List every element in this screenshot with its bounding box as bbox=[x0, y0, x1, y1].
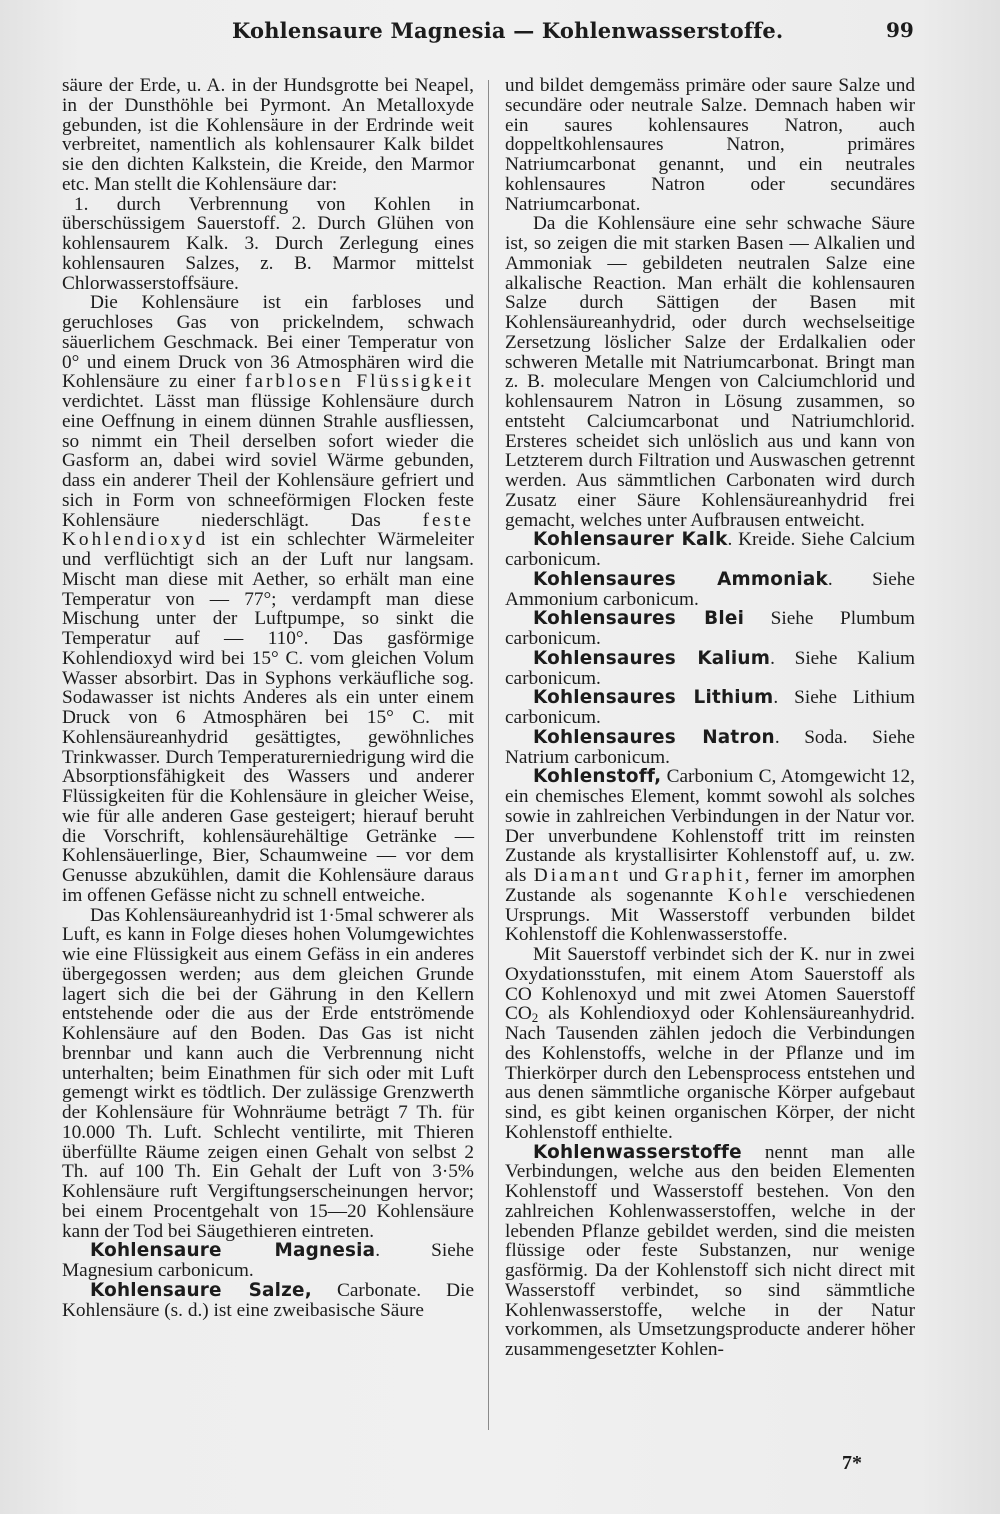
paragraph-oxides: Mit Sauerstoff verbindet sich der K. nur in zwei Oxydationsstufen, mit einem Atom Sauerstoff als CO Kohlenoxyd und mit zwei Atomen Sauerstoff $CO_2$ als Kohlendioxyd oder Kohlensäureanhydrid. Nach Tausenden zählen jedoch die Verbindungen des Kohlenstoffs, welche in der Pflanze und im Thierkörper durch den Lebensprocess entstehen und aus denen sämmtliche organische Körper aufgebaut sind, es gibt keinen organischen Körper, der nicht Kohlenstoff enthielte. bbox=[505, 944, 915, 1143]
spaced-emphasis: Graphit bbox=[664, 865, 745, 886]
entry-term: Kohlensaurer Kalk bbox=[533, 529, 728, 551]
entry-kohlensaures-kalium: Kohlensaures Kalium. Siehe Kalium carbonicum. bbox=[505, 647, 915, 689]
page-number: 99 bbox=[886, 18, 914, 42]
entry-term: Kohlensaures Natron bbox=[533, 726, 775, 748]
entry-term: Kohlensaures Kalium bbox=[533, 647, 771, 669]
left-column bbox=[62, 76, 474, 1320]
entry-kohlenwasserstoffe: Kohlenwasserstoffe nennt man alle Verbindungen, welche aus den beiden Elementen Kohlenstoff und Wasserstoff bestehen. Von den zahlreichen Kohlenwasserstoffen, welche in der lebenden Pflanze gebildet werden, sind die meisten flüssige oder feste Substanzen, nur wenige gasförmig. Da der Kohlenstoff sich nicht direct mit Wasserstoff verbindet, so sind sämmtliche Kohlenwasserstoffe, welche in der Natur vorkommen, als Umsetzungsproducte anderer höher zusammengesetzter Kohlen- bbox=[505, 1141, 915, 1360]
entry-kohlensaure-magnesia: Kohlensaure Magnesia. Siehe Magnesium carbonicum. bbox=[62, 1240, 474, 1281]
entry-kohlensaures-blei: Kohlensaures Blei Siehe Plumbum carbonicum. bbox=[505, 608, 915, 649]
paragraph: säure der Erde, u. A. in der Hundsgrotte bei Neapel, in der Dunsthöhle bei Pyrmont. An Metalloxyde gebunden, ist die Kohlensäure in der Erdrinde weit verbreitet, namentlich als kohlensaurer Kalk bildet sie den dichten Kalkstein, die Kreide, den Marmor etc. Man stellt die Kohlensäure dar: bbox=[62, 75, 474, 195]
paragraph: und bildet demgemäss primäre oder saure Salze und secundäre oder neutrale Salze. Demnach haben wir ein saures kohlensaures Natron, auch doppeltkohlensaures Natron, primäres Natriumcarbonat genannt, und ein neutrales kohlensaures Natron oder secundäres Natriumcarbonat. bbox=[505, 75, 915, 215]
entry-term: Kohlensaures Blei bbox=[533, 608, 745, 630]
entry-term: Kohlensaure Salze, bbox=[90, 1279, 312, 1301]
spaced-emphasis: feste Kohlendioxyd bbox=[62, 509, 474, 551]
entry-kohlensaure-salze: Kohlensaure Salze, Carbonate. Die Kohlensäure (s. d.) ist eine zweibasische Säure bbox=[62, 1279, 474, 1321]
entry-kohlensaures-lithium: Kohlensaures Lithium. Siehe Lithium carbonicum. bbox=[505, 687, 915, 728]
entry-kohlenstoff: Kohlenstoff, Carbonium C, Atomgewicht 12, ein chemisches Element, kommt sowohl als solches sowie in zahlreichen Verbindungen in der Natur vor. Der unverbundene Kohlenstoff tritt im reinsten Zustande als krystallisirter Kohlenstoff auf, u. zw. als Diamant und Graphit, ferner im amorphen Zustande als sogenannte Kohle verschiedenen Ursprungs. Mit Wasserstoff verbunden bildet Kohlenstoff die Kohlenwasserstoffe. bbox=[505, 766, 915, 946]
entry-kohlensaures-ammoniak: Kohlensaures Ammoniak. Siehe Ammonium carbonicum. bbox=[505, 568, 915, 610]
entry-term: Kohlenwasserstoffe bbox=[533, 1141, 742, 1163]
paragraph-density: Das Kohlensäureanhydrid ist 1·5mal schwerer als Luft, es kann in Folge dieses hohen Volumgewichtes wie eine Flüssigkeit aus einem Gefäss in ein anderes übergegossen werden; aus dem gleichen Grunde lagert sich die bei der Gährung in den Kellern entstehende oder die aus der Erde entströmende Kohlensäure auf den Boden. Das Gas ist nicht brennbar und kann auch die Verbrennung nicht unterhalten; beim Einathmen für sich oder mit Luft gemengt wirkt es tödtlich. Der zulässige Grenzwerth der Kohlensäure für Wohnräume beträgt 7 Th. für 10.000 Th. Luft. Schlecht ventilirte, mit Thieren überfüllte Räume zeigen einen Gehalt von selbst 2 Th. auf 100 Th. Ein Gehalt der Luft von 3·5% Kohlensäure ruft Vergiftungserscheinungen hervor; bei einem Procentgehalt von 15—20 Kohlensäure kann der Tod bei Säugethieren eintreten. bbox=[62, 904, 474, 1242]
entry-kohlensaures-natron: Kohlensaures Natron. Soda. Siehe Natrium carbonicum. bbox=[505, 726, 915, 768]
running-header bbox=[0, 18, 1000, 62]
paragraph-preparation-list: 1. durch Verbrennung von Kohlen in überschüssigem Sauerstoff. 2. Durch Glühen von kohlensaurem Kalk. 3. Durch Zerlegung eines kohlensauren Salzes, z. B. Marmor mittelst Chlorwasserstoffsäure. bbox=[62, 193, 474, 294]
spaced-emphasis: Diamant bbox=[533, 865, 622, 886]
entry-term: Kohlensaures Ammoniak bbox=[533, 568, 828, 590]
paragraph-properties: Die Kohlensäure ist ein farbloses und geruchloses Gas von prickelndem, schwach säuerlichem Geschmack. Bei einer Temperatur von 0° und einem Druck von 36 Atmosphären wird die Kohlensäure zu einer farblosen Flüssigkeit verdichtet. Lässt man flüssige Kohlensäure durch eine Oeffnung in einem dünnen Strahle ausfliessen, so nimmt ein Theil derselben sofort wieder die Gasform an, dabei wird soviel Wärme gebunden, dass ein anderer Theil der Kohlensäure gefriert und sich in Form von schneeförmigen Flocken feste Kohlensäure niederschlägt. Das feste Kohlendioxyd ist ein schlechter Wärmeleiter und verflüchtigt sich an der Luft nur langsam. Mischt man diese mit Aether, so erhält man eine Temperatur von — 77°; verdampft man diese Mischung unter der Luftpumpe, so sinkt die Temperatur auf — 110°. Das gasförmige Kohlendioxyd wird bei 15° C. vom gleichen Volum Wasser absorbirt. Das in Syphons verkäufliche sog. Sodawasser ist nichts Anderes als ein unter einem Druck von 6 Atmosphären bei 15° C. mit Kohlensäureanhydrid gesättigtes, gewöhnliches Trinkwasser. Durch Temperaturerniedrigung wird die Absorptionsfähigkeit des Wassers und anderer Flüssigkeiten für die Kohlensäure in gleicher Weise, wie für alle anderen Gase gesteigert; hierauf beruht die Vorschrift, kohlensäurehältige Getränke — Kohlensäuerlinge, Bier, Schaumweine — vor dem Genusse abzukühlen, damit die Kohlensäure daraus im offenen Gefässe nicht zu schnell entweiche. bbox=[62, 292, 475, 906]
right-column bbox=[505, 76, 915, 1360]
running-title: Kohlensaure Magnesia — Kohlenwasserstoffe. bbox=[232, 18, 784, 43]
entry-term: Kohlensaure Magnesia bbox=[90, 1240, 376, 1262]
paragraph: Da die Kohlensäure eine sehr schwache Säure ist, so zeigen die mit starken Basen — Alkalien und Ammoniak — gebildeten neutralen Salze eine alkalische Reaction. Man erhält die kohlensauren Salze durch Sättigen der Basen mit Kohlensäureanhydrid, oder durch wechselseitige Zersetzung löslicher Salze der Erdalkalien oder schweren Metalle mit Natriumcarbonat. Bringt man z. B. moleculare Mengen von Calciumchlorid und kohlensaurem Natron in Lösung zusammen, so entsteht Calciumcarbonat und Natriumchlorid. Ersteres scheidet sich unlöslich aus und kann von Letzterem durch Filtration und Auswaschen getrennt werden. Aus sämmtlichen Carbonaten wird durch Zusatz einer Säure Kohlensäureanhydrid frei gemacht, welches unter Aufbrausen entweicht. bbox=[505, 213, 915, 531]
subscript: 2 bbox=[531, 1010, 539, 1026]
entry-term: Kohlenstoff, bbox=[533, 766, 662, 788]
entry-term: Kohlensaures Lithium bbox=[533, 687, 774, 709]
spaced-emphasis: Kohle bbox=[727, 884, 791, 906]
signature-mark: 7* bbox=[842, 1452, 862, 1474]
entry-kohlensaurer-kalk: Kohlensaurer Kalk. Kreide. Siehe Calcium carbonicum. bbox=[505, 529, 915, 570]
spaced-emphasis: farblosen Flüssigkeit bbox=[245, 371, 475, 393]
